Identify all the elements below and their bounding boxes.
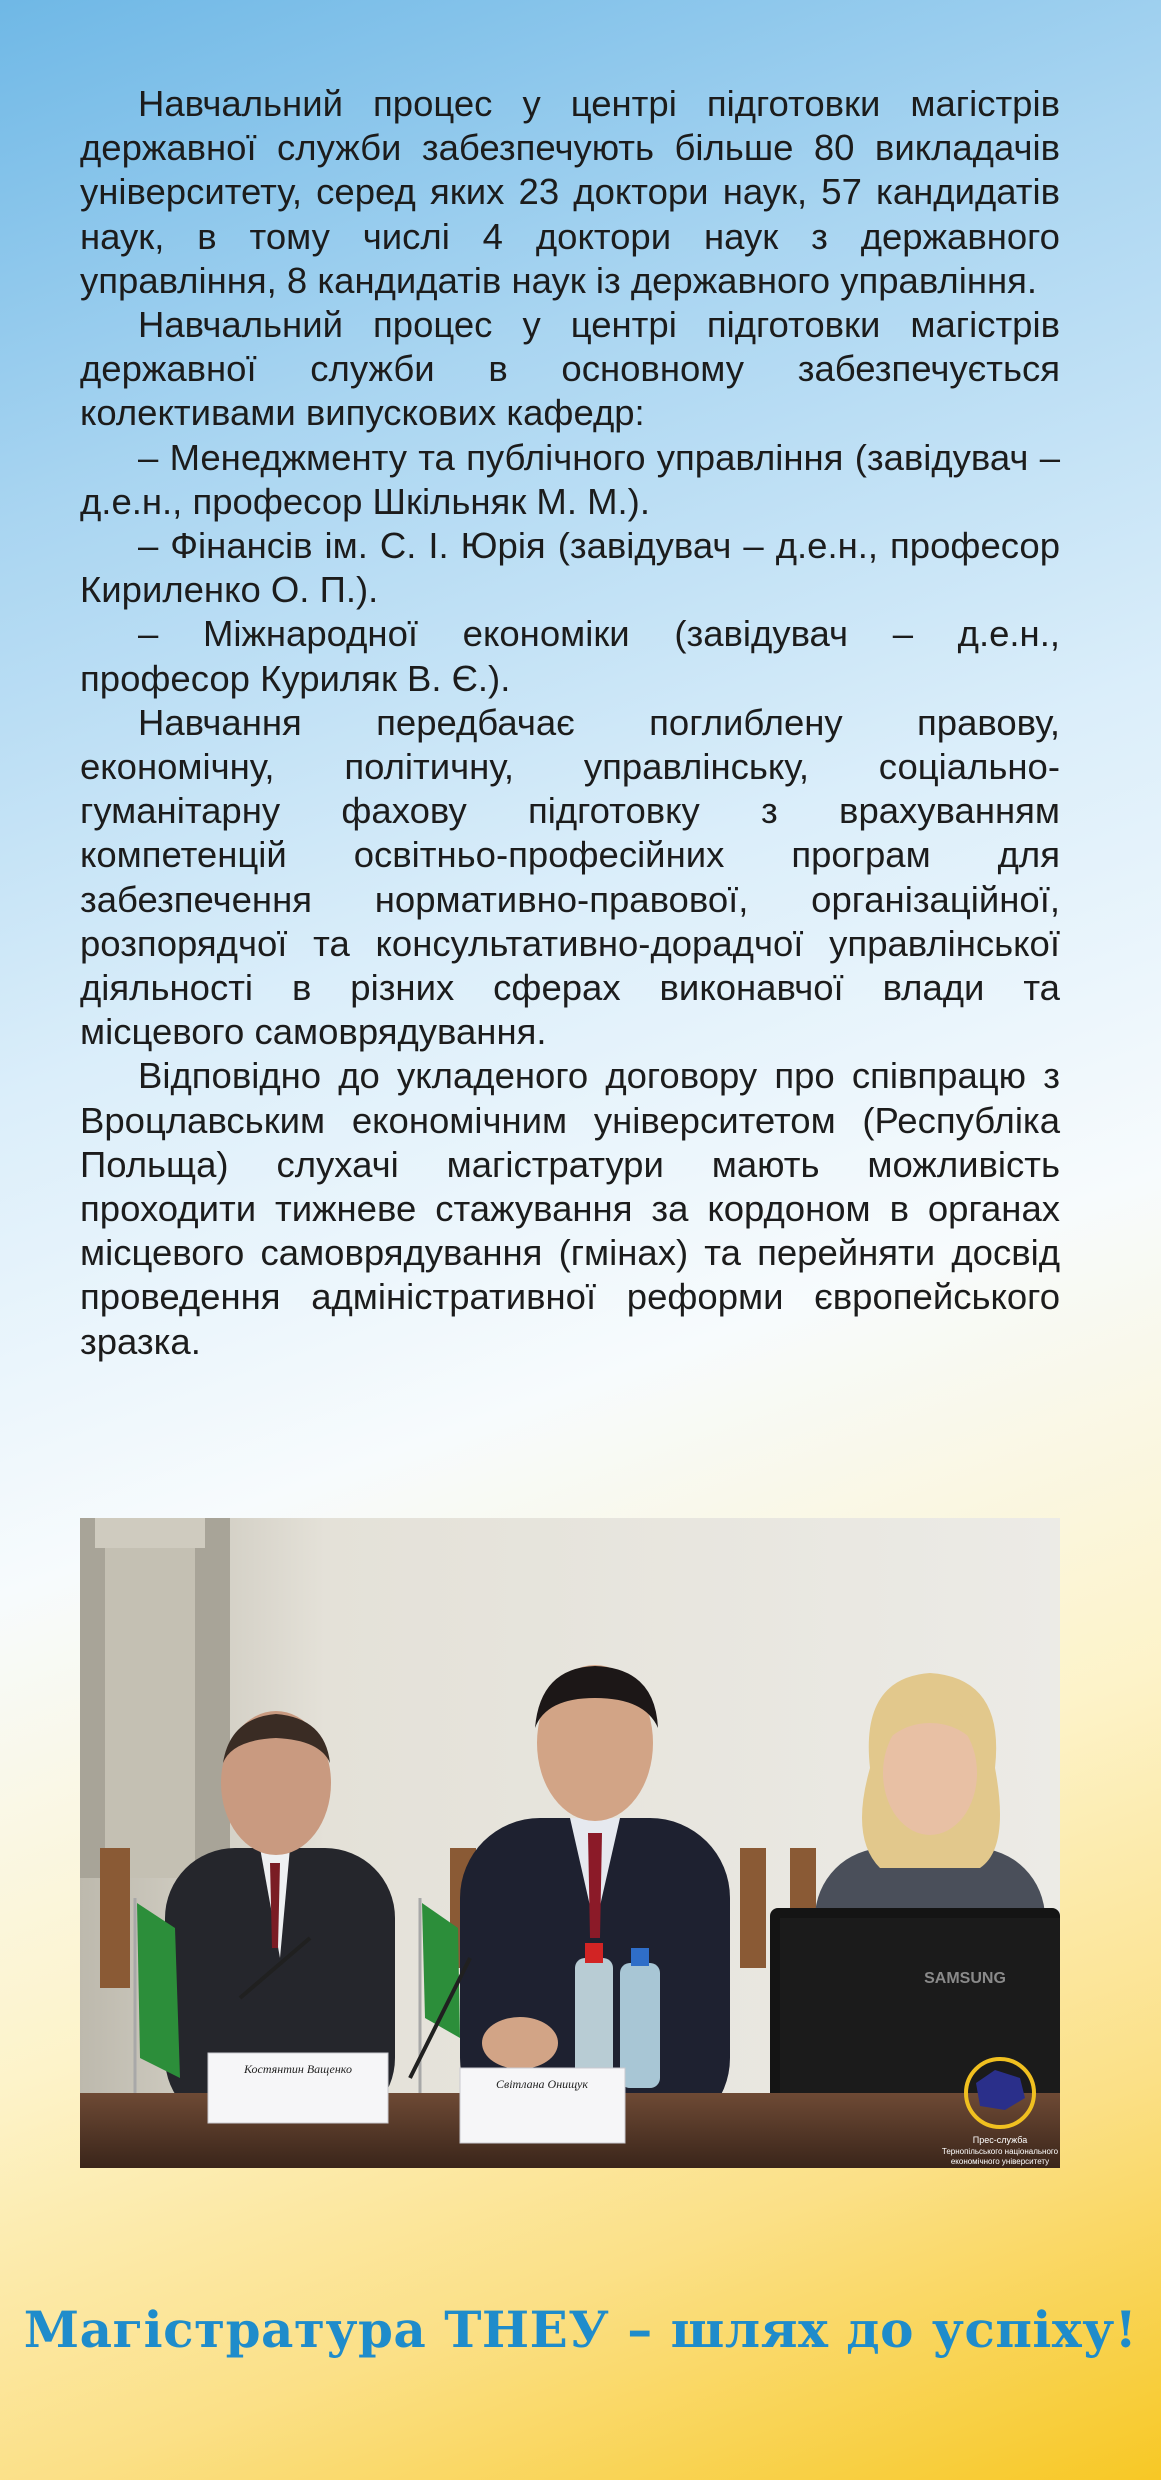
paragraph-cooperation: Відповідно до укладеного договору про співпрацю з Вроцлавським економічним університетом (Республіка Польща) слухачі магістратури мають можливість проходити тижневе стажування за кордоном в органах місцевого самоврядування (гмінах) та перейняти досвід проведення адміністративної реформи європейського зразка. (80, 1055, 1060, 1362)
paragraph-departments-intro: Навчальний процес у центрі підготовки магістрів державної служби в основному забезпечується колективами випускових кафедр: (80, 304, 1060, 434)
nametag-right-name: Світлана Онищук (495, 2077, 589, 2091)
paragraph-training: Навчання передбачає поглиблену правову, економічну, політичну, управлінську, соціально-гуманітарну фахову підготовку з врахуванням компетенцій освітньо-професійних програм для забезпечення нормативно-правової, організаційної, розпорядчої та консультативно-дорадчої управлінської діяльності в різних сферах виконавчої влади та місцевого самоврядування. (80, 701, 1060, 1053)
monitor-brand: SAMSUNG (924, 1970, 1006, 1987)
press-caption-line1: Прес-служба (972, 2135, 1028, 2145)
conference-photo (80, 1518, 1060, 2168)
article-text (80, 82, 1060, 1364)
department-item-finance: – Фінансів ім. С. І. Юрія (завідувач – д.е.н., професор Кириленко О. П.). (80, 525, 1060, 611)
press-caption-line2: Тернопільського національного (941, 2147, 1059, 2156)
press-caption-line3: економічного університету (950, 2157, 1050, 2166)
nametag-left-name: Костянтин Ващенко (244, 2062, 352, 2076)
nametag-right (460, 2068, 625, 2143)
department-item-management: – Менеджменту та публічного управління (завідувач – д.е.н., професор Шкільняк М. М.). (80, 436, 1060, 522)
slogan: Магістратура ТНЕУ – шлях до успіху! (23, 2300, 1138, 2359)
department-item-international-economics: – Міжнародної економіки (завідувач – д.е.н., професор Куриляк В. Є.). (80, 613, 1060, 699)
paragraph-faculty: Навчальний процес у центрі підготовки магістрів державної служби забезпечують більше 80 викладачів університету, серед яких 23 доктори наук, 57 кандидатів наук, в тому числі 4 доктори наук з державного управління, 8 кандидатів наук із державного управління. (80, 83, 1060, 301)
conference-photo-illustration (80, 1518, 1060, 2168)
nametag-left (208, 2053, 388, 2123)
